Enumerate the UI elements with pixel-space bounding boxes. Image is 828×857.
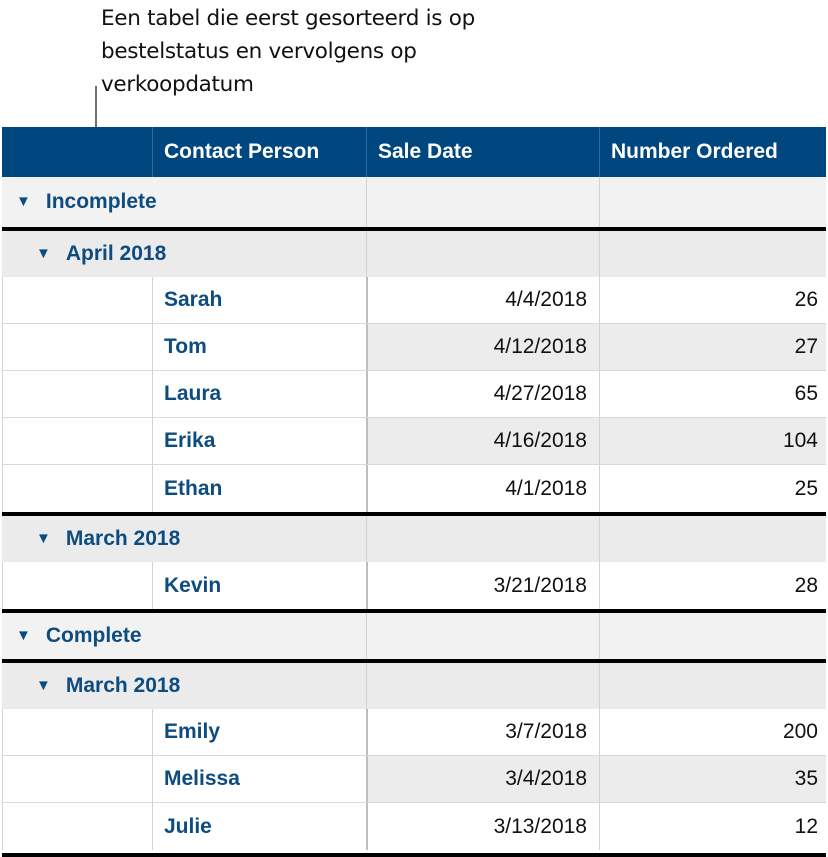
number-ordered-cell[interactable]: 26 <box>599 277 826 323</box>
header-cell-contact-person[interactable]: Contact Person <box>152 127 366 177</box>
callout-caption: Een tabel die eerst gesorteerd is op bestelstatus en vervolgens op verkoopdatum <box>101 6 475 97</box>
contact-person-cell[interactable]: Laura <box>152 371 366 417</box>
sale-date-cell[interactable]: 4/4/2018 <box>366 277 599 323</box>
subgroup-label: April 2018 <box>65 242 167 265</box>
sale-date-cell[interactable]: 4/1/2018 <box>366 465 599 512</box>
triangle-down-icon[interactable]: ▼ <box>36 244 51 262</box>
table-row[interactable] <box>2 562 826 609</box>
sale-date-cell[interactable]: 3/7/2018 <box>366 709 599 755</box>
number-ordered-cell[interactable]: 200 <box>599 709 826 755</box>
table-row[interactable] <box>2 709 826 756</box>
table-row[interactable] <box>2 803 826 850</box>
number-ordered-cell[interactable]: 104 <box>599 418 826 464</box>
triangle-down-icon[interactable]: ▼ <box>16 192 31 210</box>
subgroup-row-march-2018[interactable] <box>2 512 826 562</box>
subgroup-label: March 2018 <box>65 674 181 697</box>
contact-person-cell[interactable]: Melissa <box>152 756 366 802</box>
header-cell-number-ordered[interactable]: Number Ordered <box>599 127 826 177</box>
number-ordered-cell[interactable]: 65 <box>599 371 826 417</box>
header-cell-category[interactable] <box>2 127 152 177</box>
contact-person-cell[interactable]: Kevin <box>152 562 366 609</box>
number-ordered-cell[interactable]: 28 <box>599 562 826 609</box>
sale-date-cell[interactable]: 3/4/2018 <box>366 756 599 802</box>
sale-date-cell[interactable]: 4/27/2018 <box>366 371 599 417</box>
contact-person-cell[interactable]: Ethan <box>152 465 366 512</box>
sale-date-cell[interactable]: 4/16/2018 <box>366 418 599 464</box>
number-ordered-cell[interactable]: 25 <box>599 465 826 512</box>
sorted-table <box>2 127 826 850</box>
contact-person-cell[interactable]: Emily <box>152 709 366 755</box>
number-ordered-cell[interactable]: 27 <box>599 324 826 370</box>
header-row <box>2 127 826 177</box>
contact-person-cell[interactable]: Erika <box>152 418 366 464</box>
table-row[interactable] <box>2 277 826 324</box>
number-ordered-cell[interactable]: 12 <box>599 803 826 850</box>
contact-person-cell[interactable]: Julie <box>152 803 366 850</box>
sale-date-cell[interactable]: 4/12/2018 <box>366 324 599 370</box>
triangle-down-icon[interactable]: ▼ <box>16 626 31 644</box>
group-label: Incomplete <box>45 190 157 213</box>
header-cell-sale-date[interactable]: Sale Date <box>366 127 599 177</box>
contact-person-cell[interactable]: Sarah <box>152 277 366 323</box>
subgroup-row-april-2018[interactable] <box>2 227 826 277</box>
subgroup-row-march-2018-complete[interactable] <box>2 659 826 709</box>
contact-person-cell[interactable]: Tom <box>152 324 366 370</box>
table-row[interactable] <box>2 324 826 371</box>
table-bottom-border <box>2 853 826 857</box>
number-ordered-cell[interactable]: 35 <box>599 756 826 802</box>
subgroup-label: March 2018 <box>65 527 181 550</box>
table-row[interactable] <box>2 418 826 465</box>
group-row-complete[interactable] <box>2 609 826 659</box>
group-label: Complete <box>45 624 142 647</box>
triangle-down-icon[interactable]: ▼ <box>36 676 51 694</box>
table-row[interactable] <box>2 465 826 512</box>
sale-date-cell[interactable]: 3/21/2018 <box>366 562 599 609</box>
table-row[interactable] <box>2 371 826 418</box>
triangle-down-icon[interactable]: ▼ <box>36 529 51 547</box>
table-row[interactable] <box>2 756 826 803</box>
group-row-incomplete[interactable] <box>2 177 826 227</box>
sale-date-cell[interactable]: 3/13/2018 <box>366 803 599 850</box>
